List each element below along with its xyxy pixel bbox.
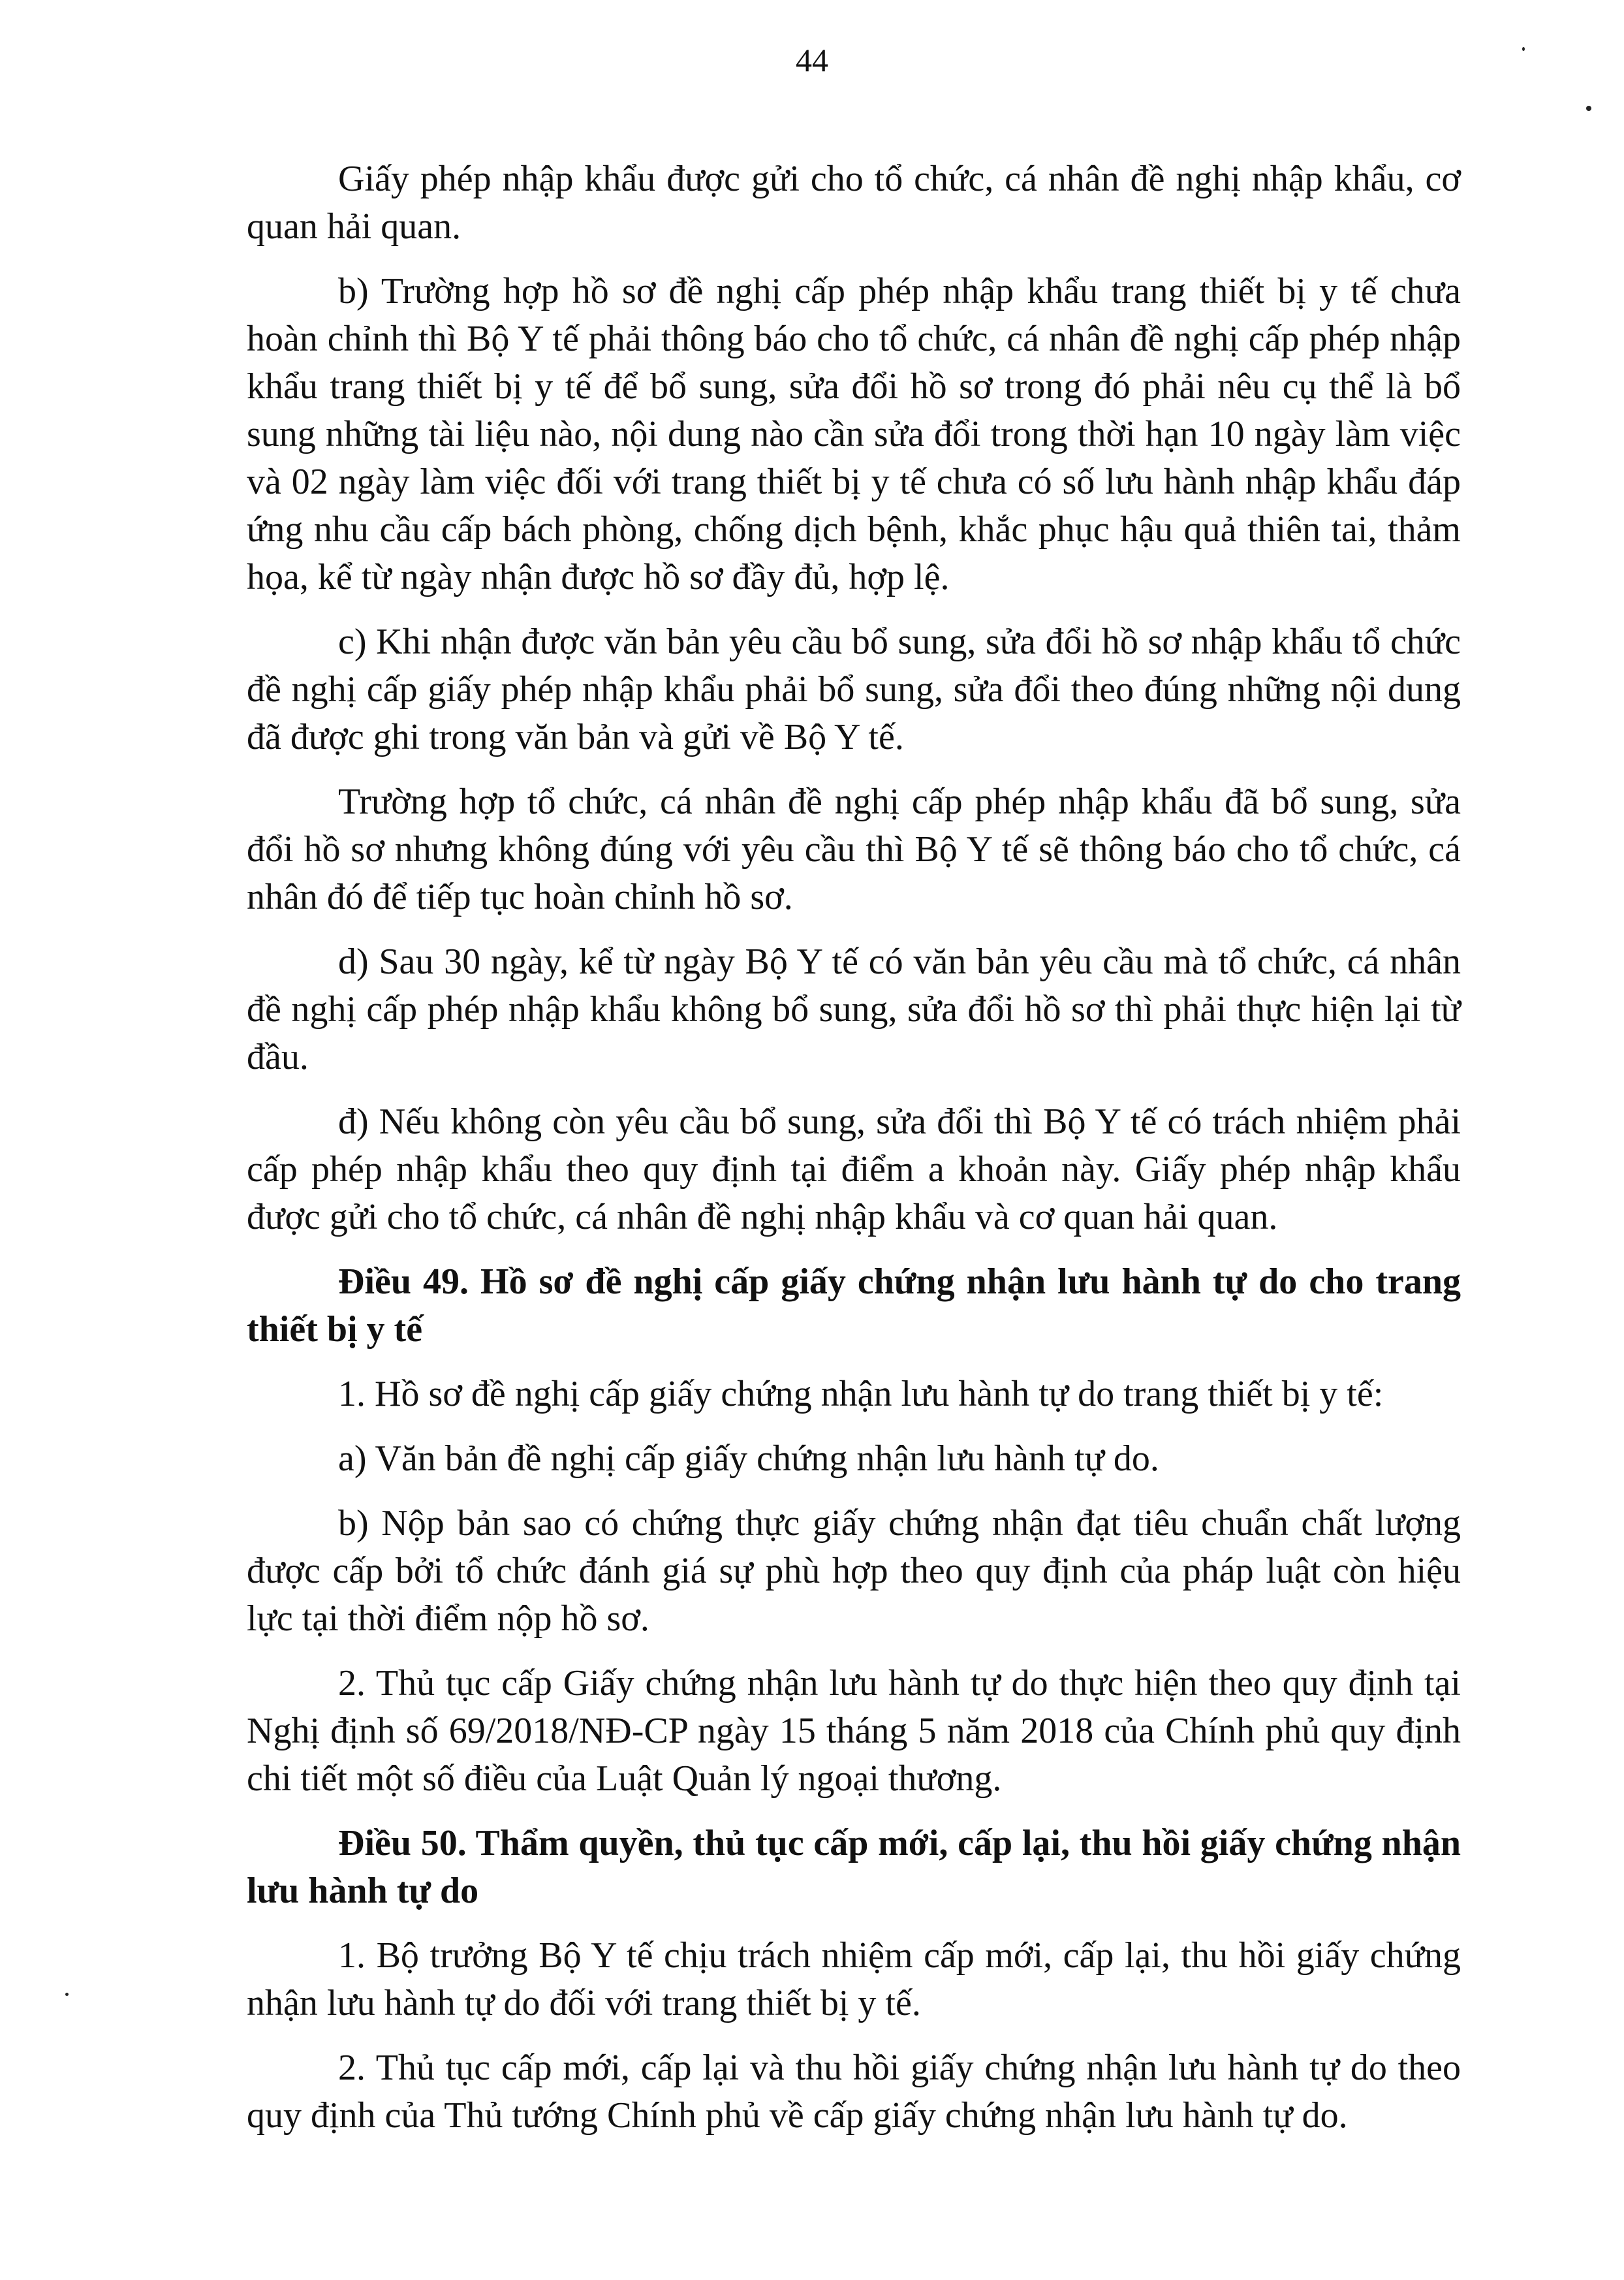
paragraph: a) Văn bản đề nghị cấp giấy chứng nhận lưu hành tự do. (338, 1438, 1159, 1479)
paragraph: 2. Thủ tục cấp mới, cấp lại và thu hồi giấy chứng nhận lưu hành tự do theo quy định của Thủ tướng Chính phủ về cấp giấy chứng nhận lưu hành tự do. (247, 2048, 1461, 2136)
scan-speck (65, 1993, 69, 1996)
paragraph: d) Sau 30 ngày, kể từ ngày Bộ Y tế có văn bản yêu cầu mà tổ chức, cá nhân đề nghị cấp phép nhập khẩu không bổ sung, sửa đổi hồ sơ thì phải thực hiện lại từ đầu. (247, 942, 1461, 1077)
paragraph: Trường hợp tổ chức, cá nhân đề nghị cấp phép nhập khẩu đã bổ sung, sửa đổi hồ sơ nhưng không đúng với yêu cầu thì Bộ Y tế sẽ thông báo cho tổ chức, cá nhân đó để tiếp tục hoàn chỉnh hồ sơ. (247, 782, 1461, 917)
paragraph: b) Trường hợp hồ sơ đề nghị cấp phép nhập khẩu trang thiết bị y tế chưa hoàn chỉnh thì Bộ Y tế phải thông báo cho tổ chức, cá nhân đề nghị cấp phép nhập khẩu trang thiết bị y tế để bổ sung, sửa đổi hồ sơ trong đó phải nêu cụ thể là bổ sung những tài liệu nào, nội dung nào cần sửa đổi trong thời hạn 10 ngày làm việc và 02 ngày làm việc đối với trang thiết bị y tế chưa có số lưu hành nhập khẩu đáp ứng nhu cầu cấp bách phòng, chống dịch bệnh, khắc phục hậu quả thiên tai, thảm họa, kể từ ngày nhận được hồ sơ đầy đủ, hợp lệ. (247, 271, 1461, 597)
paragraph: 2. Thủ tục cấp Giấy chứng nhận lưu hành tự do thực hiện theo quy định tại Nghị định số 69/2018/NĐ-CP ngày 15 tháng 5 năm 2018 của Chính phủ quy định chi tiết một số điều của Luật Quản lý ngoại thương. (247, 1663, 1461, 1799)
paragraph: Giấy phép nhập khẩu được gửi cho tổ chức, cá nhân đề nghị nhập khẩu, cơ quan hải quan. (247, 159, 1461, 247)
scan-speck (1586, 106, 1591, 111)
paragraph: b) Nộp bản sao có chứng thực giấy chứng nhận đạt tiêu chuẩn chất lượng được cấp bởi tổ chức đánh giá sự phù hợp theo quy định của pháp luật còn hiệu lực tại thời điểm nộp hồ sơ. (247, 1503, 1461, 1639)
paragraph: 1. Hồ sơ đề nghị cấp giấy chứng nhận lưu hành tự do trang thiết bị y tế: (338, 1374, 1384, 1414)
document-body (247, 155, 1461, 2157)
page-number: 44 (796, 42, 828, 78)
paragraph: c) Khi nhận được văn bản yêu cầu bổ sung, sửa đổi hồ sơ nhập khẩu tổ chức đề nghị cấp giấy phép nhập khẩu phải bổ sung, sửa đổi theo đúng những nội dung đã được ghi trong văn bản và gửi về Bộ Y tế. (247, 622, 1461, 757)
article-heading: Điều 50. Thẩm quyền, thủ tục cấp mới, cấp lại, thu hồi giấy chứng nhận lưu hành tự do (247, 1823, 1461, 1911)
paragraph: 1. Bộ trưởng Bộ Y tế chịu trách nhiệm cấp mới, cấp lại, thu hồi giấy chứng nhận lưu hành tự do đối với trang thiết bị y tế. (247, 1935, 1461, 2023)
paragraph: đ) Nếu không còn yêu cầu bổ sung, sửa đổi thì Bộ Y tế có trách nhiệm phải cấp phép nhập khẩu theo quy định tại điểm a khoản này. Giấy phép nhập khẩu được gửi cho tổ chức, cá nhân đề nghị nhập khẩu và cơ quan hải quan. (247, 1101, 1461, 1237)
scan-speck (1522, 47, 1525, 51)
article-heading: Điều 49. Hồ sơ đề nghị cấp giấy chứng nhận lưu hành tự do cho trang thiết bị y tế (247, 1261, 1461, 1350)
